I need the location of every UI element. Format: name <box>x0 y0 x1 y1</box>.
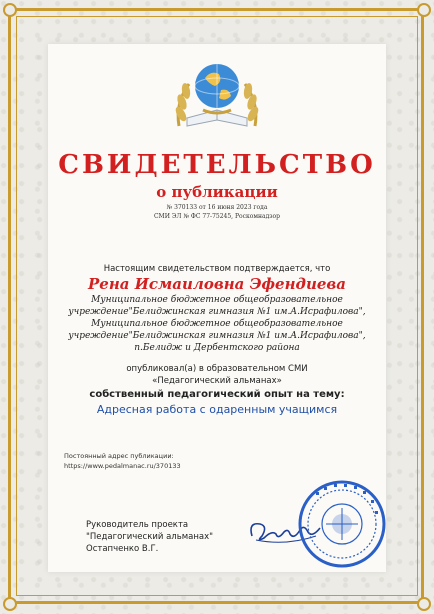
address-label: Постоянный адрес публикации: <box>64 452 174 460</box>
organization-line: учреждение"Белиджинская гимназия №1 им.А.Исрафилова", <box>68 307 366 317</box>
experience-text: собственный педагогический опыт на тему: <box>89 389 345 400</box>
confirm-text: Настоящим свидетельством подтверждается, что <box>103 264 331 274</box>
publication-topic: Адресная работа с одаренным учащимся <box>96 403 338 416</box>
recipient-name: Рена Исмаиловна Эфендиева <box>88 275 346 293</box>
media-name: «Педагогический альманах» <box>152 376 282 386</box>
organization-line: Муниципальное бюджетное общеобразовательное <box>91 319 343 329</box>
round-blue-seal-icon <box>296 478 388 570</box>
organization-line: п.Белидж и Дербентского района <box>134 343 300 353</box>
corner-ornament <box>3 3 17 17</box>
globe-book-laurel-emblem <box>167 48 267 144</box>
published-text: опубликовал(а) в образовательном СМИ <box>126 364 308 374</box>
certificate-number: № 370133 от 16 июня 2023 года <box>166 204 268 211</box>
corner-ornament <box>3 597 17 611</box>
address-url[interactable]: https://www.pedalmanac.ru/370133 <box>64 462 181 470</box>
organization-line: учреждение"Белиджинская гимназия №1 им.А.Исрафилова", <box>68 331 366 341</box>
head-label: Руководитель проекта <box>86 520 189 530</box>
certificate-subtitle: о публикации <box>156 183 278 201</box>
registration-line: СМИ ЭЛ № ФС 77-75245, Роскомнадзор <box>153 213 281 220</box>
head-name: Остапченко В.Г. <box>86 544 159 554</box>
corner-ornament <box>417 3 431 17</box>
organization-line: Муниципальное бюджетное общеобразовательное <box>91 295 343 305</box>
project-name: "Педагогический альманах" <box>86 532 214 542</box>
corner-ornament <box>417 597 431 611</box>
certificate-title: СВИДЕТЕЛЬСТВО <box>58 150 376 180</box>
